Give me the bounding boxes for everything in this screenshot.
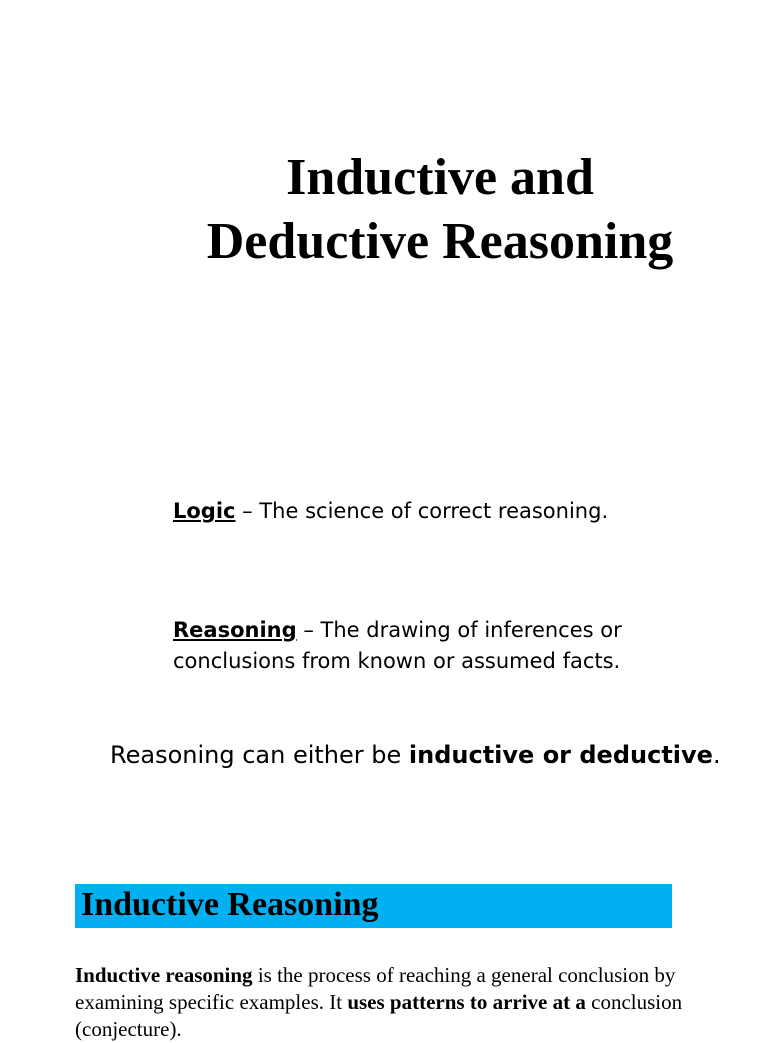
section-heading-bar (75, 884, 672, 928)
body-text-2: conclusion (conjecture). (75, 990, 683, 1041)
definition-separator: – (296, 618, 321, 642)
title-line-2: Deductive Reasoning (206, 213, 674, 270)
reasoning-types-statement (110, 738, 721, 772)
page-title (110, 146, 770, 274)
section-heading: Inductive Reasoning (81, 886, 379, 923)
definition-term-logic: Logic (173, 499, 236, 523)
definition-separator: – (235, 499, 260, 523)
body-lead-term: Inductive reasoning (75, 963, 253, 987)
definition-term-reasoning: Reasoning (173, 618, 297, 642)
definition-text-logic: The science of correct reasoning. (259, 499, 609, 523)
statement-suffix: . (712, 741, 721, 769)
definition-reasoning (173, 615, 733, 677)
body-text-1: is the process of reaching a general conclusion by examining specific examples. It (75, 963, 676, 1014)
title-line-1: Inductive and (286, 149, 594, 206)
definition-logic (173, 496, 733, 527)
statement-emphasis: inductive or deductive (408, 741, 713, 769)
statement-prefix: Reasoning can either be (110, 741, 409, 769)
body-emphasis: uses patterns to arrive at a (347, 990, 586, 1014)
body-paragraph (75, 962, 705, 1043)
definition-text-reasoning: The drawing of inferences or conclusions from known or assumed facts. (173, 618, 622, 673)
